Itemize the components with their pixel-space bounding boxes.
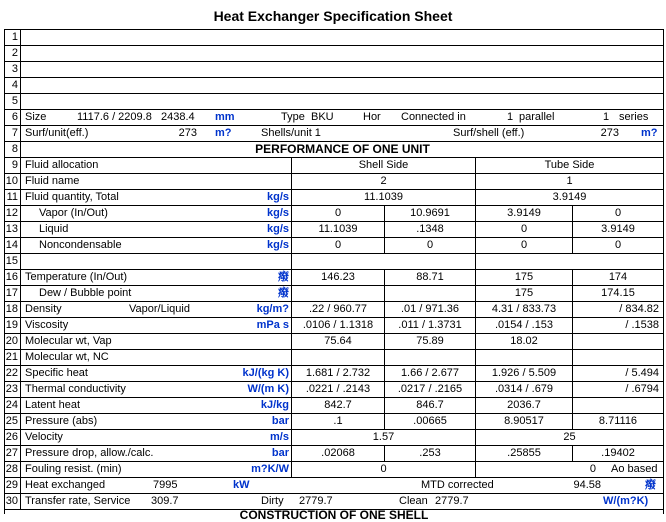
row-label: Molecular wt, NC <box>25 351 109 363</box>
shell-out-value: 88.71 <box>416 271 444 283</box>
spec-table <box>4 29 664 510</box>
tube-side-header: Tube Side <box>544 159 595 171</box>
row-unit: kg/s <box>266 191 289 203</box>
shell-calc-value: .253 <box>419 447 441 459</box>
row-label: Fluid name <box>25 175 80 187</box>
row-number: 18 <box>5 302 21 317</box>
row-number: 15 <box>5 254 21 269</box>
surf-shell-label: Surf/shell (eff.) <box>453 127 525 139</box>
tube-calc-value: .19402 <box>601 447 635 459</box>
shell-in-value: 0 <box>334 207 342 219</box>
table-row <box>5 270 663 286</box>
row-number: 7 <box>5 126 21 141</box>
column-divider <box>384 350 385 365</box>
ao-based-label: Ao based <box>611 463 658 475</box>
row-unit: kg/s <box>266 239 289 251</box>
row-unit: kg/s <box>266 223 289 235</box>
surf-unit-value: 273 <box>178 127 197 139</box>
table-row <box>5 462 663 478</box>
table-row <box>5 254 663 270</box>
table-row <box>5 238 663 254</box>
tube-in-value: 2036.7 <box>507 399 541 411</box>
table-row <box>5 174 663 190</box>
row-number: 6 <box>5 110 21 125</box>
table-row <box>5 302 663 318</box>
tube-allow-value: .25855 <box>507 447 541 459</box>
tube-in-value: 3.9149 <box>507 207 541 219</box>
table-row <box>5 286 663 302</box>
clean-label: Clean <box>399 495 428 507</box>
tube-out-value: 8.71116 <box>598 415 638 427</box>
shell-out-value: 1.66 / 2.677 <box>400 367 460 379</box>
row-number: 16 <box>5 270 21 285</box>
tube-in-value: 0 <box>520 239 528 251</box>
shell-value: 11.1039 <box>364 191 403 203</box>
size-value-2: 2438.4 <box>161 111 195 123</box>
row-unit: kJ/kg <box>260 399 289 411</box>
service-value: 309.7 <box>151 495 179 507</box>
table-row <box>5 206 663 222</box>
row-label: Pressure drop, allow./calc. <box>25 447 154 459</box>
heat-exchanged-unit: kW <box>233 479 250 491</box>
row-unit: mPa s <box>256 319 289 331</box>
tube-value: 3.9149 <box>552 191 587 203</box>
shell-in-value: .0221 / .2143 <box>305 383 371 395</box>
column-divider <box>291 286 292 301</box>
size-label: Size <box>25 111 47 123</box>
orientation: Hor <box>363 111 381 123</box>
column-divider <box>384 286 385 301</box>
tube-out-value: 0 <box>614 207 622 219</box>
row-unit: kg/s <box>266 207 289 219</box>
row-unit: m?K/W <box>251 463 289 475</box>
shell-out-value: 75.89 <box>416 335 444 347</box>
table-row <box>5 142 663 158</box>
connected-label: Connected in <box>401 111 466 123</box>
column-divider <box>572 398 573 413</box>
table-row <box>5 398 663 414</box>
row-label: Latent heat <box>25 399 81 411</box>
row-label: Molecular wt, Vap <box>25 335 112 347</box>
shell-out-value: 846.7 <box>416 399 444 411</box>
table-row <box>5 158 663 174</box>
row-unit: bar <box>271 447 289 459</box>
surf-unit-label: Surf/unit(eff.) <box>25 127 89 139</box>
column-divider <box>291 350 292 365</box>
table-row <box>5 382 663 398</box>
mtd-value: 94.58 <box>573 479 601 491</box>
row-number: 5 <box>5 94 21 109</box>
tube-out-value: / .1538 <box>625 319 659 331</box>
row-label: Noncondensable <box>39 239 122 251</box>
row-number: 4 <box>5 78 21 93</box>
table-row <box>5 30 663 46</box>
row-unit: bar <box>271 415 289 427</box>
tube-out-value: 174 <box>608 271 628 283</box>
shell-out-value: .01 / 971.36 <box>400 303 460 315</box>
row-number: 10 <box>5 174 21 189</box>
row-number: 9 <box>5 158 21 173</box>
tube-out-value: / 5.494 <box>625 367 659 379</box>
row-label: Fluid allocation <box>25 159 99 171</box>
row-unit: 癈 <box>278 271 289 283</box>
column-divider <box>291 254 292 269</box>
tube-in-value: 8.90517 <box>504 415 544 427</box>
tube-value: 0 <box>589 463 596 475</box>
column-divider <box>475 254 476 269</box>
shells-per-unit: Shells/unit 1 <box>261 127 321 139</box>
row-number: 22 <box>5 366 21 381</box>
tube-value: 25 <box>563 431 576 443</box>
row-number: 13 <box>5 222 21 237</box>
row-label: Specific heat <box>25 367 88 379</box>
row-label: Fluid quantity, Total <box>25 191 119 203</box>
shell-allow-value: .02068 <box>321 447 355 459</box>
size-value: 1117.6 / 2209.8 <box>77 111 152 123</box>
table-row <box>5 350 663 366</box>
tube-out-value: / 834.82 <box>619 303 659 315</box>
tube-out-value: 174.15 <box>601 287 635 299</box>
row-number: 1 <box>5 30 21 45</box>
next-section-header-partial <box>4 508 664 522</box>
row-label: Density <box>25 303 62 315</box>
table-row <box>5 366 663 382</box>
shell-side-header: Shell Side <box>358 159 409 171</box>
surf-shell-unit: m? <box>641 127 658 139</box>
transfer-rate-label: Transfer rate, Service <box>25 495 131 507</box>
mtd-label: MTD corrected <box>421 479 494 491</box>
table-row <box>5 446 663 462</box>
tube-out-value: 3.9149 <box>601 223 635 235</box>
table-row <box>5 222 663 238</box>
parallel-label: parallel <box>519 111 555 123</box>
row-unit: 癈 <box>278 287 289 299</box>
table-row <box>5 334 663 350</box>
row-number: 2 <box>5 46 21 61</box>
tube-in-value: 0 <box>520 223 528 235</box>
table-row <box>5 46 663 62</box>
row-label: Thermal conductivity <box>25 383 126 395</box>
clean-value: 2779.7 <box>435 495 469 507</box>
tube-in-value: 175 <box>514 271 534 283</box>
row-number: 30 <box>5 494 21 509</box>
type-value: BKU <box>311 111 334 123</box>
table-row <box>5 478 663 494</box>
row-number: 26 <box>5 430 21 445</box>
row-label: Liquid <box>39 223 69 235</box>
shell-in-value: .0106 / 1.1318 <box>302 319 374 331</box>
row-label: Temperature (In/Out) <box>25 271 128 283</box>
heat-exchanged-label: Heat exchanged <box>25 479 106 491</box>
shell-in-value: 842.7 <box>324 399 352 411</box>
table-row <box>5 414 663 430</box>
shell-value: 0 <box>380 463 387 475</box>
row-label: Vapor (In/Out) <box>39 207 108 219</box>
shell-out-value: .1348 <box>416 223 444 235</box>
row-sublabel: Vapor/Liquid <box>129 303 190 315</box>
shell-out-value: 0 <box>426 239 434 251</box>
row-number: 25 <box>5 414 21 429</box>
row-label: Velocity <box>25 431 63 443</box>
tube-out-value: / .6794 <box>625 383 659 395</box>
row-label: Dew / Bubble point <box>39 287 132 299</box>
shell-out-value: 10.9691 <box>410 207 450 219</box>
row-number: 21 <box>5 350 21 365</box>
column-divider <box>572 334 573 349</box>
row-unit: kJ/(kg K) <box>242 367 289 379</box>
tube-value: 1 <box>566 175 573 187</box>
row-unit: kg/m? <box>256 303 289 315</box>
row-number: 3 <box>5 62 21 77</box>
type-label: Type <box>281 111 305 123</box>
tube-in-value: 175 <box>514 287 534 299</box>
surf-shell-value: 273 <box>600 127 619 139</box>
tube-in-value: 18.02 <box>510 335 538 347</box>
row-number: 12 <box>5 206 21 221</box>
row-number: 8 <box>5 142 21 157</box>
shell-in-value: 146.23 <box>321 271 355 283</box>
parallel-count: 1 <box>507 111 514 123</box>
table-row <box>5 190 663 206</box>
table-row <box>5 430 663 446</box>
dirty-label: Dirty <box>261 495 284 507</box>
shell-in-value: .22 / 960.77 <box>308 303 368 315</box>
row-label: Pressure (abs) <box>25 415 98 427</box>
shell-out-value: .0217 / .2165 <box>397 383 463 395</box>
table-row <box>5 318 663 334</box>
transfer-rate-unit: W/(m?K) <box>603 495 649 507</box>
table-row <box>5 126 663 142</box>
row-number: 27 <box>5 446 21 461</box>
row-number: 17 <box>5 286 21 301</box>
shell-in-value: .1 <box>333 415 343 427</box>
row-label: Fouling resist. (min) <box>25 463 122 475</box>
shell-in-value: 0 <box>334 239 342 251</box>
table-row <box>5 78 663 94</box>
shell-value: 1.57 <box>372 431 395 443</box>
tube-in-value: 4.31 / 833.73 <box>491 303 557 315</box>
shell-in-value: 1.681 / 2.732 <box>305 367 371 379</box>
row-number: 24 <box>5 398 21 413</box>
row-number: 28 <box>5 462 21 477</box>
row-number: 29 <box>5 478 21 493</box>
dirty-value: 2779.7 <box>299 495 333 507</box>
performance-header: PERFORMANCE OF ONE UNIT <box>255 142 430 156</box>
row-number: 19 <box>5 318 21 333</box>
row-number: 20 <box>5 334 21 349</box>
row-unit: m/s <box>270 431 289 443</box>
table-row <box>5 62 663 78</box>
tube-in-value: 1.926 / 5.509 <box>491 367 557 379</box>
shell-in-value: 75.64 <box>324 335 352 347</box>
surf-unit-unit: m? <box>215 127 232 139</box>
row-number: 23 <box>5 382 21 397</box>
row-number: 11 <box>5 190 21 205</box>
column-divider <box>572 350 573 365</box>
sheet-title: Heat Exchanger Specification Sheet <box>213 8 453 24</box>
series-count: 1 <box>603 111 610 123</box>
row-unit: W/(m K) <box>247 383 289 395</box>
heat-exchanged-value: 7995 <box>153 479 178 491</box>
column-divider <box>475 350 476 365</box>
row-label: Viscosity <box>25 319 69 331</box>
shell-value: 2 <box>380 175 387 187</box>
table-row <box>5 110 663 126</box>
shell-out-value: .011 / 1.3731 <box>398 319 462 331</box>
series-label: series <box>619 111 649 123</box>
shell-in-value: 11.1039 <box>318 223 358 235</box>
tube-in-value: .0314 / .679 <box>494 383 554 395</box>
size-unit: mm <box>215 111 235 123</box>
tube-out-value: 0 <box>614 239 622 251</box>
mtd-unit: 癈 <box>645 479 656 491</box>
tube-in-value: .0154 / .153 <box>494 319 554 331</box>
row-number: 14 <box>5 238 21 253</box>
shell-out-value: .00665 <box>413 415 447 427</box>
construction-header: CONSTRUCTION OF ONE SHELL <box>239 508 429 522</box>
table-row <box>5 94 663 110</box>
